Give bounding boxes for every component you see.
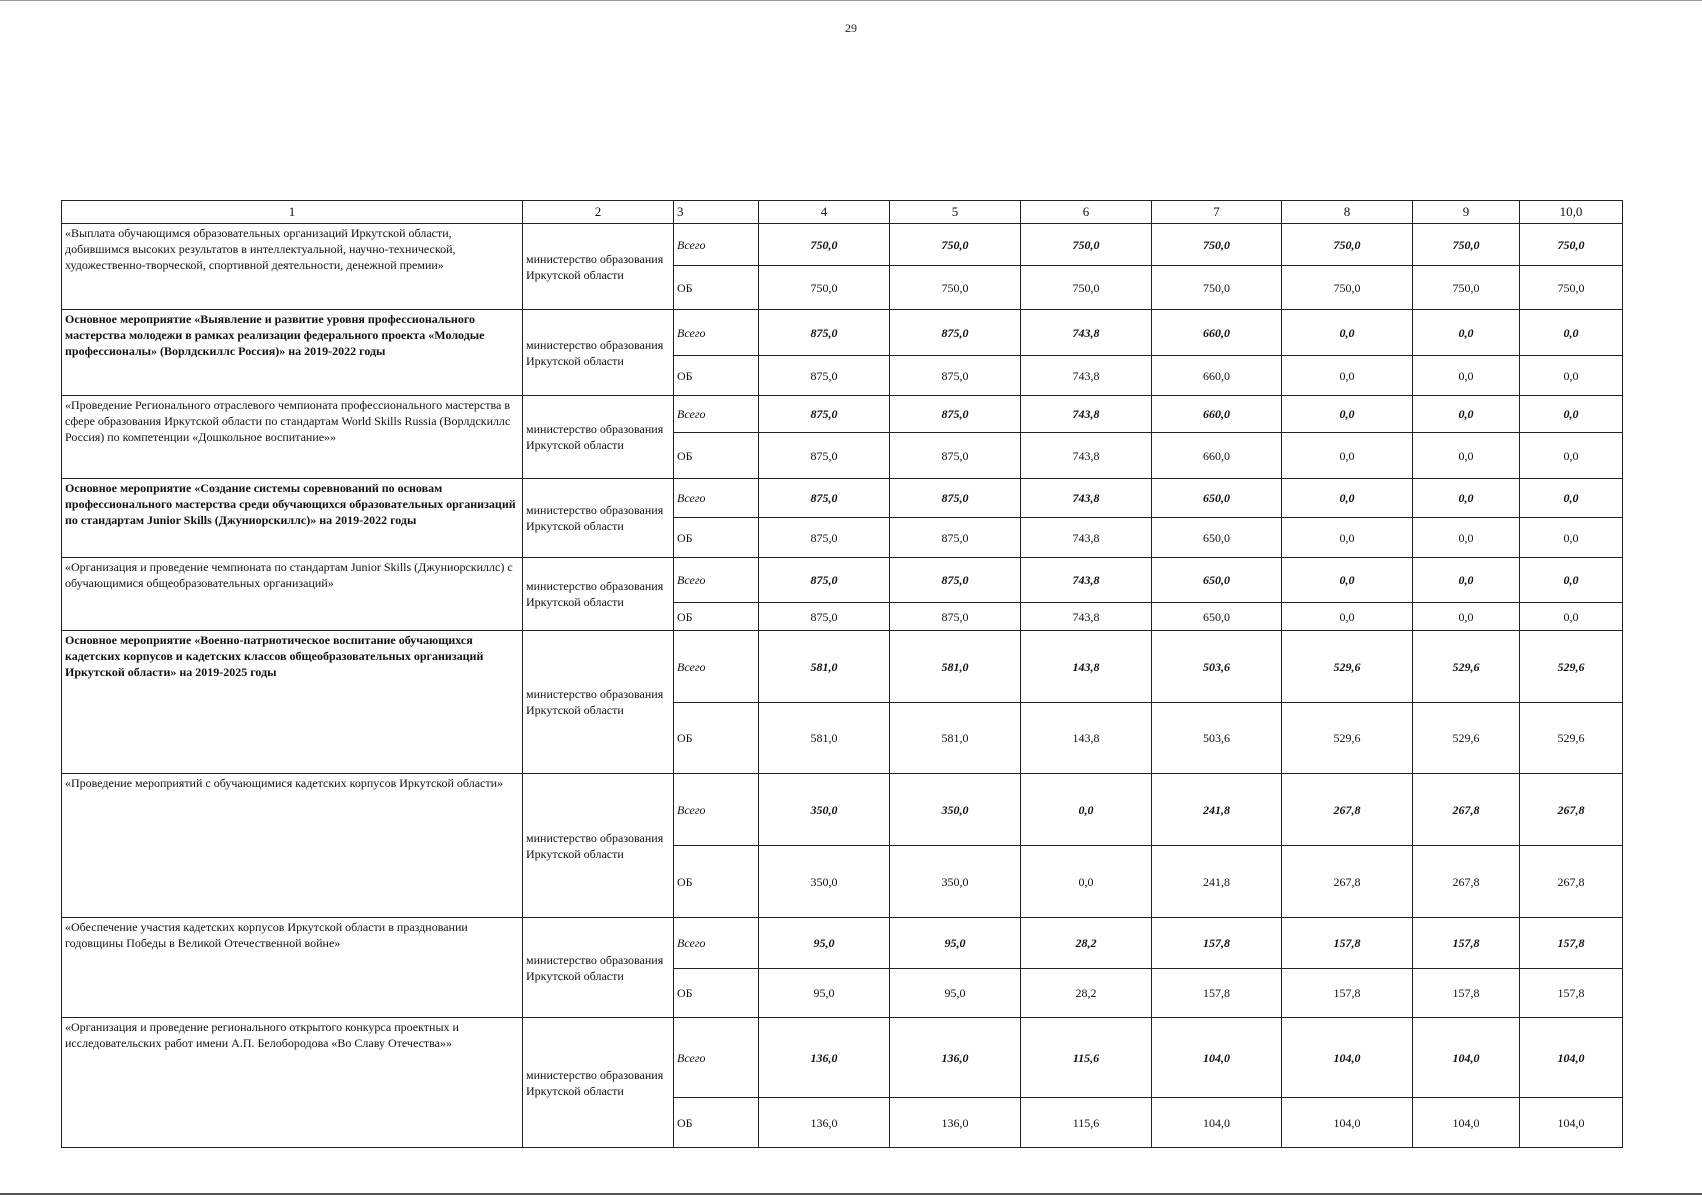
- table-row: [62, 918, 1623, 969]
- amount-total-col-8: 104,0: [1282, 1018, 1413, 1098]
- amount-regional-col-6: 750,0: [1021, 266, 1152, 310]
- funding-type-regional: ОБ: [674, 969, 759, 1018]
- amount-total-col-9: 104,0: [1413, 1018, 1520, 1098]
- header-col-7: 7: [1152, 201, 1282, 224]
- funding-type-total: Всего: [674, 479, 759, 518]
- amount-regional-col-4: 875,0: [759, 356, 890, 396]
- table-row: [62, 558, 1623, 603]
- amount-total-col-5: 875,0: [890, 479, 1021, 518]
- amount-total-col-10: 529,6: [1520, 631, 1623, 703]
- activity-name: «Организация и проведение чемпионата по стандартам Junior Skills (Джуниорскиллс) с обучающимися общеобразовательных организаций»: [62, 558, 523, 631]
- amount-total-col-9: 529,6: [1413, 631, 1520, 703]
- amount-regional-col-9: 157,8: [1413, 969, 1520, 1018]
- header-col-1: 1: [62, 201, 523, 224]
- table-row: [62, 310, 1623, 356]
- amount-total-col-8: 0,0: [1282, 396, 1413, 433]
- amount-regional-col-9: 0,0: [1413, 356, 1520, 396]
- amount-total-col-7: 104,0: [1152, 1018, 1282, 1098]
- amount-total-col-10: 0,0: [1520, 396, 1623, 433]
- amount-total-col-10: 267,8: [1520, 774, 1623, 846]
- amount-total-col-7: 650,0: [1152, 479, 1282, 518]
- amount-regional-col-5: 750,0: [890, 266, 1021, 310]
- amount-total-col-6: 143,8: [1021, 631, 1152, 703]
- amount-regional-col-5: 581,0: [890, 703, 1021, 774]
- amount-regional-col-8: 750,0: [1282, 266, 1413, 310]
- amount-regional-col-9: 529,6: [1413, 703, 1520, 774]
- amount-total-col-9: 0,0: [1413, 479, 1520, 518]
- funding-type-regional: ОБ: [674, 603, 759, 631]
- funding-type-regional: ОБ: [674, 356, 759, 396]
- amount-regional-col-7: 650,0: [1152, 518, 1282, 558]
- table-row: [62, 396, 1623, 433]
- funding-type-total: Всего: [674, 1018, 759, 1098]
- amount-total-col-6: 750,0: [1021, 224, 1152, 266]
- responsible-org: министерство образования Иркутской области: [523, 558, 674, 631]
- amount-total-col-8: 0,0: [1282, 310, 1413, 356]
- amount-total-col-8: 0,0: [1282, 479, 1413, 518]
- amount-total-col-4: 95,0: [759, 918, 890, 969]
- amount-total-col-4: 350,0: [759, 774, 890, 846]
- amount-regional-col-7: 650,0: [1152, 603, 1282, 631]
- responsible-org: министерство образования Иркутской области: [523, 224, 674, 310]
- amount-regional-col-8: 0,0: [1282, 433, 1413, 479]
- amount-regional-col-10: 157,8: [1520, 969, 1623, 1018]
- amount-regional-col-6: 743,8: [1021, 603, 1152, 631]
- amount-regional-col-10: 529,6: [1520, 703, 1623, 774]
- amount-total-col-9: 0,0: [1413, 310, 1520, 356]
- page-number: 29: [845, 21, 857, 35]
- amount-regional-col-4: 750,0: [759, 266, 890, 310]
- amount-total-col-8: 529,6: [1282, 631, 1413, 703]
- responsible-org: министерство образования Иркутской области: [523, 631, 674, 774]
- amount-regional-col-7: 660,0: [1152, 433, 1282, 479]
- amount-total-col-10: 157,8: [1520, 918, 1623, 969]
- amount-total-col-7: 660,0: [1152, 396, 1282, 433]
- amount-total-col-6: 743,8: [1021, 558, 1152, 603]
- amount-regional-col-5: 875,0: [890, 603, 1021, 631]
- amount-regional-col-5: 875,0: [890, 518, 1021, 558]
- amount-total-col-8: 750,0: [1282, 224, 1413, 266]
- amount-total-col-10: 0,0: [1520, 558, 1623, 603]
- amount-regional-col-9: 267,8: [1413, 846, 1520, 918]
- amount-total-col-7: 241,8: [1152, 774, 1282, 846]
- amount-total-col-6: 28,2: [1021, 918, 1152, 969]
- funding-type-regional: ОБ: [674, 266, 759, 310]
- table-row: [62, 631, 1623, 703]
- amount-total-col-8: 267,8: [1282, 774, 1413, 846]
- amount-regional-col-10: 750,0: [1520, 266, 1623, 310]
- amount-regional-col-7: 750,0: [1152, 266, 1282, 310]
- header-col-5: 5: [890, 201, 1021, 224]
- amount-total-col-10: 0,0: [1520, 310, 1623, 356]
- amount-total-col-5: 875,0: [890, 310, 1021, 356]
- amount-regional-col-8: 157,8: [1282, 969, 1413, 1018]
- budget-table: [61, 200, 1623, 1148]
- amount-total-col-4: 875,0: [759, 558, 890, 603]
- funding-type-total: Всего: [674, 558, 759, 603]
- amount-total-col-10: 750,0: [1520, 224, 1623, 266]
- amount-regional-col-6: 743,8: [1021, 356, 1152, 396]
- activity-name: «Обеспечение участия кадетских корпусов Иркутской области в праздновании годовщины Победы в Великой Отечественной войне»: [62, 918, 523, 1018]
- amount-regional-col-10: 0,0: [1520, 356, 1623, 396]
- amount-regional-col-9: 0,0: [1413, 433, 1520, 479]
- amount-regional-col-10: 267,8: [1520, 846, 1623, 918]
- amount-regional-col-6: 0,0: [1021, 846, 1152, 918]
- amount-regional-col-4: 581,0: [759, 703, 890, 774]
- amount-regional-col-10: 0,0: [1520, 518, 1623, 558]
- funding-type-regional: ОБ: [674, 1098, 759, 1148]
- amount-total-col-4: 581,0: [759, 631, 890, 703]
- activity-name: «Организация и проведение регионального открытого конкурса проектных и исследовательских работ имени А.П. Белобородова «Во Славу Отечества»»: [62, 1018, 523, 1148]
- amount-total-col-7: 157,8: [1152, 918, 1282, 969]
- amount-regional-col-8: 0,0: [1282, 518, 1413, 558]
- header-col-8: 8: [1282, 201, 1413, 224]
- amount-regional-col-7: 660,0: [1152, 356, 1282, 396]
- amount-regional-col-9: 0,0: [1413, 603, 1520, 631]
- responsible-org: министерство образования Иркутской области: [523, 1018, 674, 1148]
- scan-edge-top: [0, 0, 1702, 1]
- funding-type-total: Всего: [674, 631, 759, 703]
- amount-regional-col-6: 743,8: [1021, 433, 1152, 479]
- amount-regional-col-4: 95,0: [759, 969, 890, 1018]
- amount-total-col-10: 104,0: [1520, 1018, 1623, 1098]
- funding-type-regional: ОБ: [674, 703, 759, 774]
- amount-regional-col-8: 0,0: [1282, 356, 1413, 396]
- amount-total-col-6: 743,8: [1021, 479, 1152, 518]
- funding-type-total: Всего: [674, 224, 759, 266]
- responsible-org: министерство образования Иркутской области: [523, 774, 674, 918]
- amount-regional-col-5: 875,0: [890, 433, 1021, 479]
- amount-regional-col-9: 750,0: [1413, 266, 1520, 310]
- amount-regional-col-7: 157,8: [1152, 969, 1282, 1018]
- amount-total-col-9: 750,0: [1413, 224, 1520, 266]
- amount-regional-col-6: 143,8: [1021, 703, 1152, 774]
- header-row: [62, 201, 1623, 224]
- table-row: [62, 1018, 1623, 1098]
- amount-regional-col-9: 104,0: [1413, 1098, 1520, 1148]
- header-col-6: 6: [1021, 201, 1152, 224]
- funding-type-regional: ОБ: [674, 518, 759, 558]
- amount-total-col-9: 157,8: [1413, 918, 1520, 969]
- amount-total-col-4: 875,0: [759, 479, 890, 518]
- amount-regional-col-10: 104,0: [1520, 1098, 1623, 1148]
- amount-total-col-5: 350,0: [890, 774, 1021, 846]
- amount-regional-col-7: 104,0: [1152, 1098, 1282, 1148]
- responsible-org: министерство образования Иркутской области: [523, 479, 674, 558]
- amount-regional-col-8: 529,6: [1282, 703, 1413, 774]
- amount-total-col-5: 875,0: [890, 396, 1021, 433]
- activity-name: Основное мероприятие «Выявление и развитие уровня профессионального мастерства молодежи в рамках реализации федерального проекта «Молодые профессионалы» (Ворлдскиллс Россия)» на 2019-2022 годы: [62, 310, 523, 396]
- amount-total-col-4: 875,0: [759, 396, 890, 433]
- amount-total-col-7: 650,0: [1152, 558, 1282, 603]
- amount-total-col-5: 581,0: [890, 631, 1021, 703]
- activity-name: Основное мероприятие «Создание системы соревнований по основам профессионального мастерства среди обучающихся образовательных организаций по стандартам Junior Skills (Джуниорскиллс)» на 2019-2022 годы: [62, 479, 523, 558]
- responsible-org: министерство образования Иркутской области: [523, 918, 674, 1018]
- activity-name: «Проведение Регионального отраслевого чемпионата профессионального мастерства в сфере образования Иркутской области по стандартам World Skills Russia (Ворлдскиллс Россия) по компетенции «Дошкольное воспитание»»: [62, 396, 523, 479]
- amount-total-col-5: 875,0: [890, 558, 1021, 603]
- activity-name: «Проведение мероприятий с обучающимися кадетских корпусов Иркутской области»: [62, 774, 523, 918]
- amount-regional-col-8: 267,8: [1282, 846, 1413, 918]
- amount-total-col-8: 0,0: [1282, 558, 1413, 603]
- header-col-4: 4: [759, 201, 890, 224]
- funding-type-regional: ОБ: [674, 433, 759, 479]
- funding-type-total: Всего: [674, 396, 759, 433]
- amount-regional-col-4: 875,0: [759, 603, 890, 631]
- amount-total-col-7: 660,0: [1152, 310, 1282, 356]
- table-row: [62, 774, 1623, 846]
- amount-regional-col-5: 136,0: [890, 1098, 1021, 1148]
- amount-total-col-5: 136,0: [890, 1018, 1021, 1098]
- amount-total-col-6: 743,8: [1021, 310, 1152, 356]
- amount-total-col-6: 743,8: [1021, 396, 1152, 433]
- funding-type-total: Всего: [674, 918, 759, 969]
- amount-total-col-10: 0,0: [1520, 479, 1623, 518]
- table-row: [62, 479, 1623, 518]
- amount-regional-col-5: 95,0: [890, 969, 1021, 1018]
- amount-total-col-9: 0,0: [1413, 396, 1520, 433]
- amount-regional-col-5: 875,0: [890, 356, 1021, 396]
- amount-total-col-6: 0,0: [1021, 774, 1152, 846]
- amount-regional-col-4: 875,0: [759, 518, 890, 558]
- amount-total-col-7: 750,0: [1152, 224, 1282, 266]
- header-col-9: 9: [1413, 201, 1520, 224]
- amount-regional-col-6: 28,2: [1021, 969, 1152, 1018]
- amount-regional-col-8: 0,0: [1282, 603, 1413, 631]
- amount-regional-col-4: 350,0: [759, 846, 890, 918]
- amount-total-col-4: 875,0: [759, 310, 890, 356]
- amount-regional-col-6: 115,6: [1021, 1098, 1152, 1148]
- amount-total-col-6: 115,6: [1021, 1018, 1152, 1098]
- amount-total-col-5: 750,0: [890, 224, 1021, 266]
- activity-name: «Выплата обучающимся образовательных организаций Иркутской области, добившимся высоких результатов в интеллектуальной, научно-технической, художественно-творческой, спортивной деятельности, денежной премии»: [62, 224, 523, 310]
- amount-total-col-9: 0,0: [1413, 558, 1520, 603]
- amount-regional-col-10: 0,0: [1520, 433, 1623, 479]
- header-col-2: 2: [523, 201, 674, 224]
- activity-name: Основное мероприятие «Военно-патриотическое воспитание обучающихся кадетских корпусов и кадетских классов общеобразовательных организаций Иркутской области» на 2019-2025 годы: [62, 631, 523, 774]
- amount-total-col-4: 136,0: [759, 1018, 890, 1098]
- table-row: [62, 224, 1623, 266]
- header-col-3: 3: [674, 201, 759, 224]
- amount-regional-col-7: 503,6: [1152, 703, 1282, 774]
- responsible-org: министерство образования Иркутской области: [523, 396, 674, 479]
- amount-total-col-5: 95,0: [890, 918, 1021, 969]
- amount-total-col-8: 157,8: [1282, 918, 1413, 969]
- amount-regional-col-4: 136,0: [759, 1098, 890, 1148]
- funding-type-total: Всего: [674, 774, 759, 846]
- amount-total-col-4: 750,0: [759, 224, 890, 266]
- amount-regional-col-6: 743,8: [1021, 518, 1152, 558]
- amount-regional-col-7: 241,8: [1152, 846, 1282, 918]
- amount-regional-col-4: 875,0: [759, 433, 890, 479]
- header-col-10: 10,0: [1520, 201, 1623, 224]
- funding-type-total: Всего: [674, 310, 759, 356]
- amount-regional-col-10: 0,0: [1520, 603, 1623, 631]
- amount-regional-col-8: 104,0: [1282, 1098, 1413, 1148]
- amount-total-col-7: 503,6: [1152, 631, 1282, 703]
- amount-regional-col-5: 350,0: [890, 846, 1021, 918]
- funding-type-regional: ОБ: [674, 846, 759, 918]
- scan-edge-bottom: [0, 1193, 1702, 1195]
- responsible-org: министерство образования Иркутской области: [523, 310, 674, 396]
- amount-total-col-9: 267,8: [1413, 774, 1520, 846]
- amount-regional-col-9: 0,0: [1413, 518, 1520, 558]
